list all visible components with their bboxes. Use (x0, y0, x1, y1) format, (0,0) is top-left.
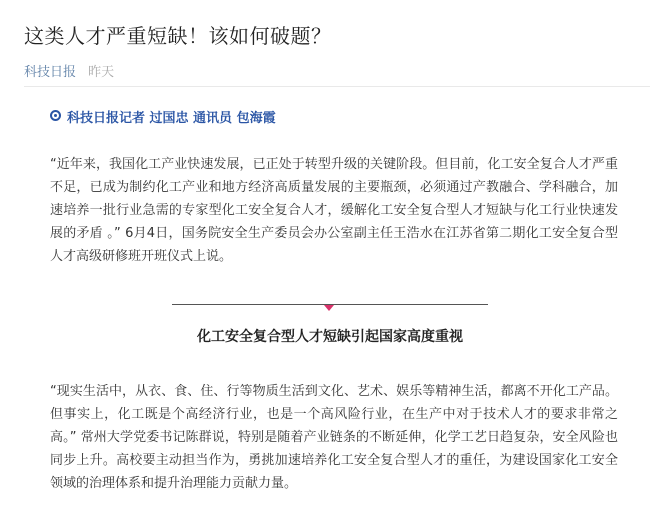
header-divider (24, 86, 650, 87)
article-meta (24, 61, 114, 80)
triangle-down-icon (324, 305, 334, 311)
article-title: 这类人才严重短缺！该如何破题？ (24, 24, 332, 48)
circle-dot-icon (50, 110, 61, 121)
article-time: 昨天 (88, 65, 115, 80)
article-paragraph-2: “现实生活中，从衣、食、住、行等物质生活到文化、艺术、娱乐等精神生活，都离不开化工产品。但事实上，化工既是个高经济行业，也是一个高风险行业，在生产中对于技术人才的要求非常之高。” 常州大学党委书记陈群说，特别是随着产业链条的不断延伸，化学工艺日趋复杂，安全风险也同步上升。高校要主动担当作为，勇挑加速培养化工安全复合型人才的重任，为建设国家化工安全领域的治理体系和提升治理能力贡献力量。 (50, 384, 618, 491)
article-source-link[interactable]: 科技日报 (24, 65, 77, 80)
article-paragraph-1: “近年来，我国化工产业快速发展，已正处于转型升级的关键阶段。但目前，化工安全复合人才严重不足，已成为制约化工产业和地方经济高质量发展的主要瓶颈，必须通过产教融合、学科融合，加速培养一批行业急需的专家型化工安全复合人才，缓解化工安全复合型人才短缺与化工行业快速发展的矛盾 。” 6月4日，国务院安全生产委员会办公室副主任王浩水在江苏省第二期化工安全复合型人才高级研修班开班仪式上说。 (50, 157, 618, 264)
article-byline (50, 107, 276, 126)
section-heading: 化工安全复合型人才短缺引起国家高度重视 (197, 329, 463, 345)
byline-text: 科技日报记者 过国忠 通讯员 包海霞 (67, 111, 276, 126)
